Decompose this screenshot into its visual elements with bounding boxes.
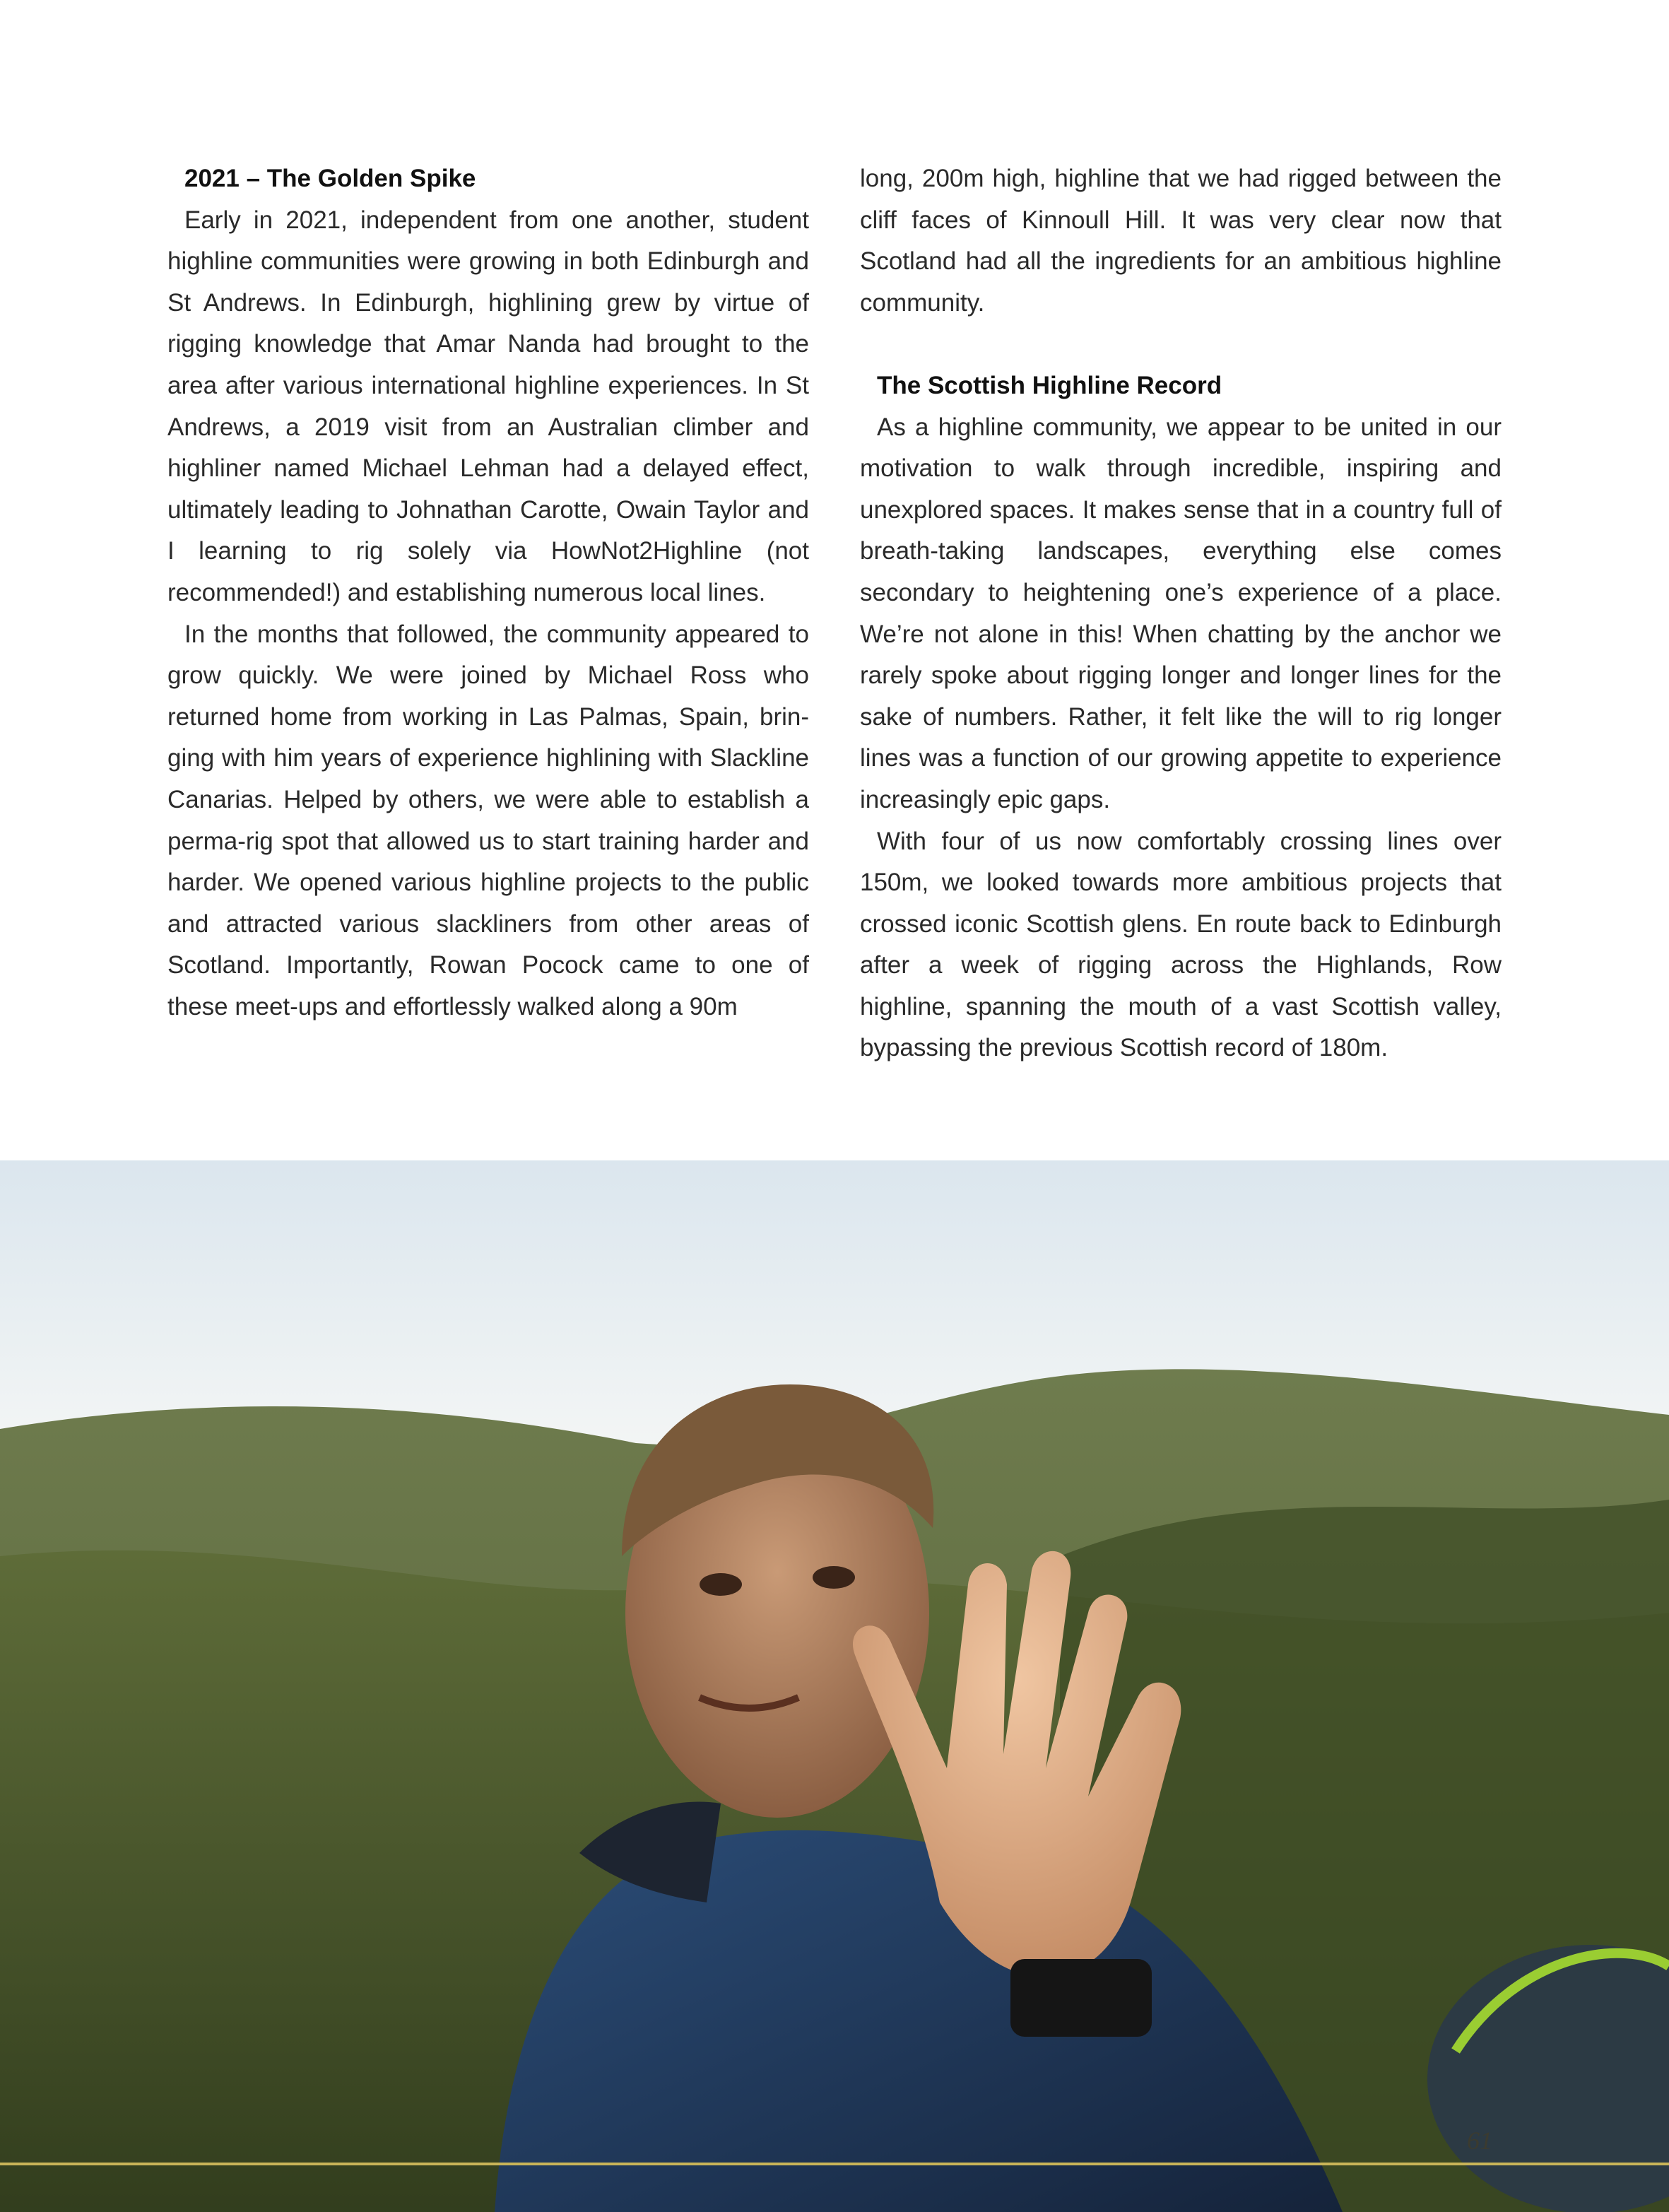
left-column <box>167 158 809 1028</box>
photo-highliner-waving <box>0 1160 1669 2212</box>
photo-illustration <box>0 1160 1669 2212</box>
page-number: 61 <box>1467 2126 1492 2155</box>
paragraph: In the months that followed, the community appeared to grow quickly. We were joined by Michael Ross who returned home from working in Las Palmas, Spain, bringing with him years of experience highlining with Slackline Canarias. Helped by others, we were able to establish a perma-rig spot that allowed us to start training harder and harder. We opened various highline projects to the public and attracted various slackliners from other areas of Scotland. Importantly, Rowan Pocock came to one of these meet-ups and effortlessly walked along a 90m <box>167 620 809 1020</box>
section-heading-highline-record: The Scottish Highline Record <box>877 371 1222 399</box>
paragraph: With four of us now comfortably crossing lines over 150m, we looked towards more ambitious projects that crossed iconic Scottish glens. En route back to Edinburgh after a week of rigging across the Highlands, Row highline, spanning the mouth of a vast Scottish valley, bypassing the previous Scottish record of 180m. <box>860 827 1502 1062</box>
paragraph: Early in 2021, independent from one another, student highline communities were growing in both Edinburgh and St Andrews. In Edinburgh, highlining grew by virtue of rigging knowledge that Amar Nanda had brought to the area after various international highline experiences. In St Andrews, a 2019 visit from an Australian climber and highliner named Michael Lehman had a delayed effect, ultimately leading to Johnathan Carotte, Owain Taylor and I learning to rig solely via HowNot2Highline (not recommended!) and establishing numerous local lines. <box>167 206 809 606</box>
right-column <box>860 158 1502 1069</box>
gold-rule-divider <box>0 2163 1669 2165</box>
paragraph: As a highline community, we appear to be united in our motivation to walk through incredible, inspiring and unexplored spaces. It makes sense that in a country full of breath-taking landscapes, everything else comes secondary to heightening one’s experience of a place. We’re not alone in this! When chatting by the anchor we rarely spoke about rigging longer and longer lines for the sake of numbers. Rather, it felt like the will to rig longer lines was a function of our growing appetite to experience increasingly epic gaps. <box>860 413 1502 813</box>
paragraph-continued: long, 200m high, highline that we had rigged between the cliff faces of Kinnoull Hill. It was very clear now that Scotland had all the ingredients for an ambitious highline community. <box>860 165 1502 317</box>
section-heading-golden-spike: 2021 – The Golden Spike <box>184 165 476 192</box>
spacer <box>860 324 1502 365</box>
